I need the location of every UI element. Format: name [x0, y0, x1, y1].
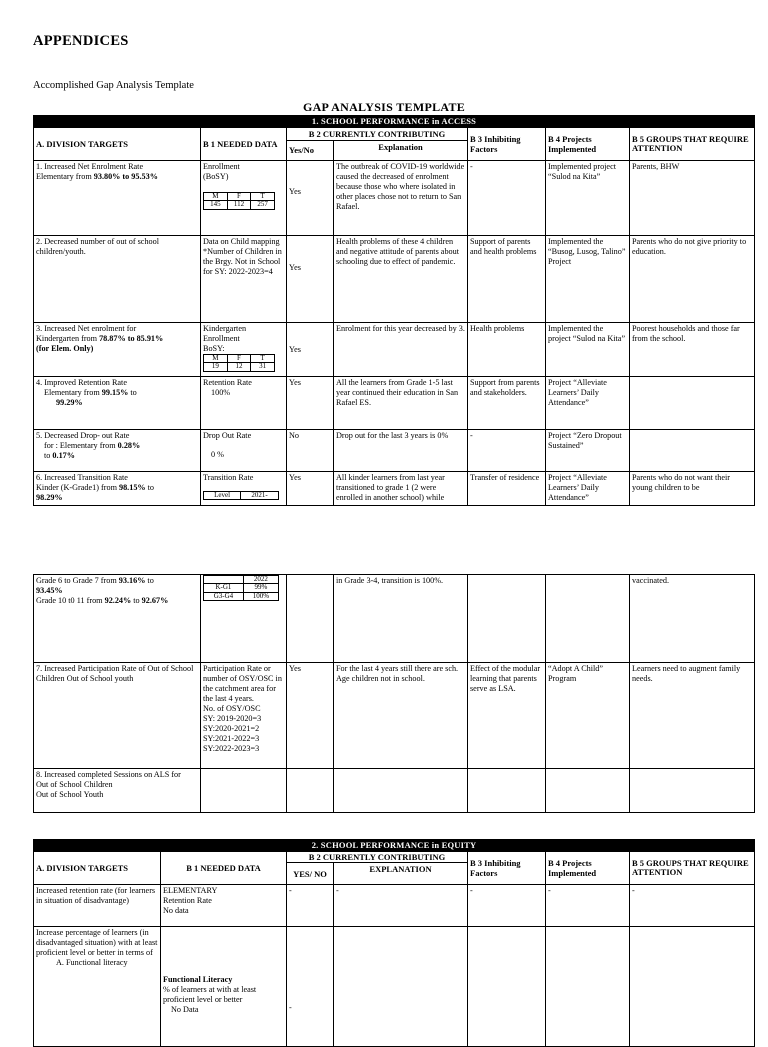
table-row [34, 769, 755, 813]
needed-data-cell: Enrollment (BoSY) M F T 145 112 257 [201, 161, 287, 236]
explanation-cell: For the last 4 years still there are sch. Age children not in school. [334, 663, 468, 769]
target-cell: 1. Increased Net Enrolment Rate Elementary from 93.80% to 95.53% [34, 161, 201, 236]
groups-cell [630, 377, 755, 430]
header-inhibiting-factors: B 3 Inhibiting Factors [468, 852, 546, 885]
projects-cell [546, 927, 630, 1047]
needed-data-cell: Functional Literacy % of learners at with at least proficient level or better No Data [161, 927, 287, 1047]
enrollment-mini-table: M F T 145 112 257 [203, 192, 275, 210]
groups-cell: - [630, 885, 755, 927]
table-row [34, 236, 755, 323]
header-projects-implemented: B 4 Projects Implemented [546, 852, 630, 885]
table-row [34, 161, 755, 236]
header-inhibiting-factors: B 3 Inhibiting Factors [468, 128, 546, 161]
inhibiting-cell: Effect of the modular learning that parents serve as LSA. [468, 663, 546, 769]
explanation-cell: Health problems of these 4 children and negative attitude of parents about schooling due to effect of pandemic. [334, 236, 468, 323]
explanation-cell: - [334, 885, 468, 927]
transition-mini-table: Level 2021- [203, 491, 279, 500]
groups-cell: Parents, BHW [630, 161, 755, 236]
projects-cell: Project “Zero Dropout Sustained” [546, 430, 630, 472]
access-continued-table [33, 574, 755, 813]
inhibiting-cell: - [468, 885, 546, 927]
equity-table [33, 839, 755, 1047]
header-groups-attention: B 5 GROUPS THAT REQUIRE ATTENTION [630, 128, 755, 161]
target-cell: 5. Decreased Drop- out Rate for : Elementary from 0.28% to 0.17% [34, 430, 201, 472]
table-row [34, 663, 755, 769]
header-yes-no: YES/ NO [287, 863, 334, 885]
inhibiting-cell [468, 575, 546, 663]
inhibiting-cell [468, 769, 546, 813]
inhibiting-cell: - [468, 161, 546, 236]
table-row [34, 377, 755, 430]
groups-cell [630, 927, 755, 1047]
header-currently-contributing: B 2 CURRENTLY CONTRIBUTING [287, 128, 468, 141]
yes-no-cell [287, 769, 334, 813]
explanation-cell [334, 769, 468, 813]
explanation-cell: Drop out for the last 3 years is 0% [334, 430, 468, 472]
target-cell: 4. Improved Retention Rate Elementary from 99.15% to 99.29% [34, 377, 201, 430]
yes-no-cell: Yes [287, 236, 334, 323]
target-cell: Grade 6 to Grade 7 from 93.16% to 93.45% Grade 10 t0 11 from 92.24% to 92.67% [34, 575, 201, 663]
header-needed-data: B 1 NEEDED DATA [201, 128, 287, 161]
inhibiting-cell: Support from parents and stakeholders. [468, 377, 546, 430]
table-row [34, 323, 755, 377]
header-yes-no: Yes/No [287, 141, 334, 161]
projects-cell: Implemented project “Sulod na Kita” [546, 161, 630, 236]
header-currently-contributing: B 2 CURRENTLY CONTRIBUTING [287, 852, 468, 863]
header-explanation: EXPLANATION [334, 863, 468, 885]
table-row [34, 430, 755, 472]
template-subheading: Accomplished Gap Analysis Template [33, 80, 194, 91]
header-explanation: Explanation [334, 141, 468, 161]
yes-no-cell: - [287, 927, 334, 1047]
header-projects-implemented: B 4 Projects Implemented [546, 128, 630, 161]
equity-band: 2. SCHOOL PERFORMANCE in EQUITY [34, 840, 755, 852]
explanation-cell [334, 927, 468, 1047]
projects-cell: Project “Alleviate Learners’ Daily Attendance” [546, 472, 630, 506]
yes-no-cell: Yes [287, 161, 334, 236]
projects-cell: - [546, 885, 630, 927]
appendices-heading: APPENDICES [33, 33, 129, 49]
explanation-cell: in Grade 3-4, transition is 100%. [334, 575, 468, 663]
yes-no-cell [287, 575, 334, 663]
target-cell: 8. Increased completed Sessions on ALS for Out of School Children Out of School Youth [34, 769, 201, 813]
table-row [34, 885, 755, 927]
inhibiting-cell: Health problems [468, 323, 546, 377]
explanation-cell: All the learners from Grade 1-5 last year continued their education in San Rafael ES. [334, 377, 468, 430]
table-row [34, 927, 755, 1047]
groups-cell: Parents who do not want their young children to be [630, 472, 755, 506]
header-division-targets: A. DIVISION TARGETS [34, 128, 201, 161]
explanation-cell: Enrolment for this year decreased by 3. [334, 323, 468, 377]
groups-cell: Parents who do not give priority to education. [630, 236, 755, 323]
yes-no-cell: Yes [287, 323, 334, 377]
header-division-targets: A. DIVISION TARGETS [34, 852, 161, 885]
needed-data-cell: Data on Child mapping *Number of Children in the Brgy. Not in School for SY: 2022-2023=4 [201, 236, 287, 323]
transition-rate-mini-table: 2022 K-G1 99% G3-G4 100% [203, 575, 279, 601]
needed-data-cell: Participation Rate or number of OSY/OSC in the catchment area for the last 4 years. No. of OSY/OSC SY: 2019-2020=3 SY:2020-2021=2 SY:2021-2022=3 SY:2022-2023=3 [201, 663, 287, 769]
projects-cell [546, 769, 630, 813]
needed-data-cell: Kindergarten Enrollment BoSY: M F T 19 12 31 [201, 323, 287, 377]
inhibiting-cell: Support of parents and health problems [468, 236, 546, 323]
explanation-cell: All kinder learners from last year transitioned to grade 1 (2 were enrolled in another school) while [334, 472, 468, 506]
groups-cell: Learners need to augment family needs. [630, 663, 755, 769]
target-cell: 6. Increased Transition Rate Kinder (K-Grade1) from 98.15% to 98.29% [34, 472, 201, 506]
yes-no-cell: Yes [287, 377, 334, 430]
yes-no-cell: - [287, 885, 334, 927]
needed-data-cell [201, 769, 287, 813]
inhibiting-cell [468, 927, 546, 1047]
needed-data-cell [201, 575, 287, 663]
groups-cell [630, 769, 755, 813]
table-row [34, 575, 755, 663]
groups-cell [630, 430, 755, 472]
projects-cell: Project “Alleviate Learners’ Daily Attendance” [546, 377, 630, 430]
yes-no-cell: No [287, 430, 334, 472]
target-cell: Increased retention rate (for learners in situation of disadvantage) [34, 885, 161, 927]
projects-cell: Implemented the “Busog, Lusog, Talino” Project [546, 236, 630, 323]
needed-data-cell: ELEMENTARY Retention Rate No data [161, 885, 287, 927]
header-groups-attention: B 5 GROUPS THAT REQUIRE ATTENTION [630, 852, 755, 885]
gap-analysis-title: GAP ANALYSIS TEMPLATE [302, 100, 466, 114]
inhibiting-cell: Transfer of residence [468, 472, 546, 506]
target-cell: 3. Increased Net enrolment for Kindergarten from 78.87% to 85.91% (for Elem. Only) [34, 323, 201, 377]
inhibiting-cell: - [468, 430, 546, 472]
projects-cell: Implemented the project “Sulod na Kita” [546, 323, 630, 377]
access-band: 1. SCHOOL PERFORMANCE in ACCESS [34, 116, 755, 128]
projects-cell [546, 575, 630, 663]
projects-cell: “Adopt A Child” Program [546, 663, 630, 769]
groups-cell: Poorest households and those far from the school. [630, 323, 755, 377]
needed-data-cell: Retention Rate 100% [201, 377, 287, 430]
kinder-mini-table: M F T 19 12 31 [203, 354, 275, 372]
needed-data-cell: Transition Rate Level 2021- [201, 472, 287, 506]
target-cell: 7. Increased Participation Rate of Out of School Children Out of School youth [34, 663, 201, 769]
table-row [34, 472, 755, 506]
groups-cell: vaccinated. [630, 575, 755, 663]
target-cell: 2. Decreased number of out of school children/youth. [34, 236, 201, 323]
target-cell: Increase percentage of learners (in disadvantaged situation) with at least proficient level or better in terms of A. Functional literacy [34, 927, 161, 1047]
header-needed-data: B 1 NEEDED DATA [161, 852, 287, 885]
yes-no-cell: Yes [287, 663, 334, 769]
yes-no-cell: Yes [287, 472, 334, 506]
needed-data-cell: Drop Out Rate 0 % [201, 430, 287, 472]
explanation-cell: The outbreak of COVID-19 worldwide caused the decreased of enrolment because those who where isolated in other places chose not to return to San Rafael. [334, 161, 468, 236]
access-table [33, 115, 755, 506]
